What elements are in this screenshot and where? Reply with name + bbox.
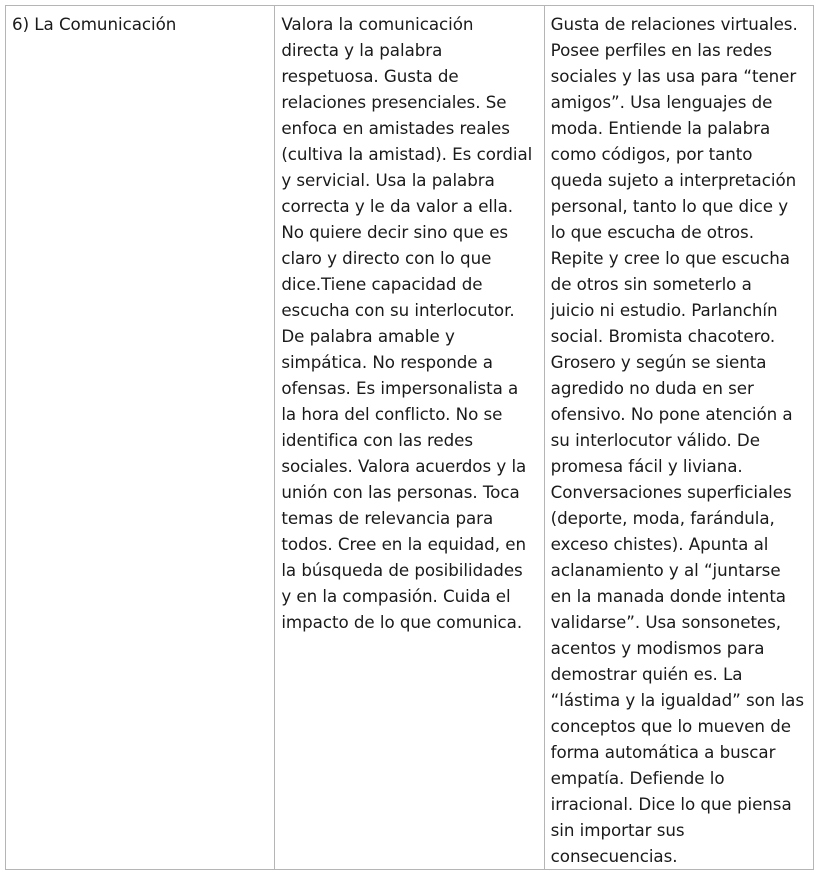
- comparison-table: [5, 5, 814, 870]
- topic-cell: [6, 6, 275, 870]
- column-b-text: Gusta de relaciones virtuales. Posee perfiles en las redes sociales y las usa para “tener amigos”. Usa lenguajes de moda. Entiende la palabra como códigos, por tanto queda sujeto a interpretación personal, tanto lo que dice y lo que escucha de otros. Repite y cree lo que escucha de otros sin someterlo a juicio ni estudio. Parlanchín social. Bromista chacotero. Grosero y según se sienta agredido no duda en ser ofensivo. No pone atención a su interlocutor válido. De promesa fácil y liviana. Conversaciones superficiales (deporte, moda, farándula, exceso chistes). Apunta al aclanamiento y al “juntarse en la manada donde intenta validarse”. Usa sonsonetes, acentos y modismos para demostrar quién es. La “lástima y la igualdad” son las conceptos que lo mueven de forma automática a buscar empatía. Defiende lo irracional. Dice lo que piensa sin importar sus consecuencias.: [550, 14, 804, 866]
- topic-label: 6) La Comunicación: [12, 14, 177, 34]
- column-a-text: Valora la comunicación directa y la palabra respetuosa. Gusta de relaciones presenciales. Se enfoca en amistades reales (cultiva la amistad). Es cordial y servicial. Usa la palabra correcta y le da valor a ella. No quiere decir sino que es claro y directo con lo que dice.Tiene capacidad de escucha con su interlocutor. De palabra amable y simpática. No responde a ofensas. Es impersonalista a la hora del conflicto. No se identifica con las redes sociales. Valora acuerdos y la unión con las personas. Toca temas de relevancia para todos. Cree en la equidad, en la búsqueda de posibilidades y en la compasión. Cuida el impacto de lo que comunica.: [281, 14, 533, 632]
- column-b-cell: [544, 6, 813, 870]
- column-a-cell: [275, 6, 544, 870]
- table-row: [6, 6, 814, 870]
